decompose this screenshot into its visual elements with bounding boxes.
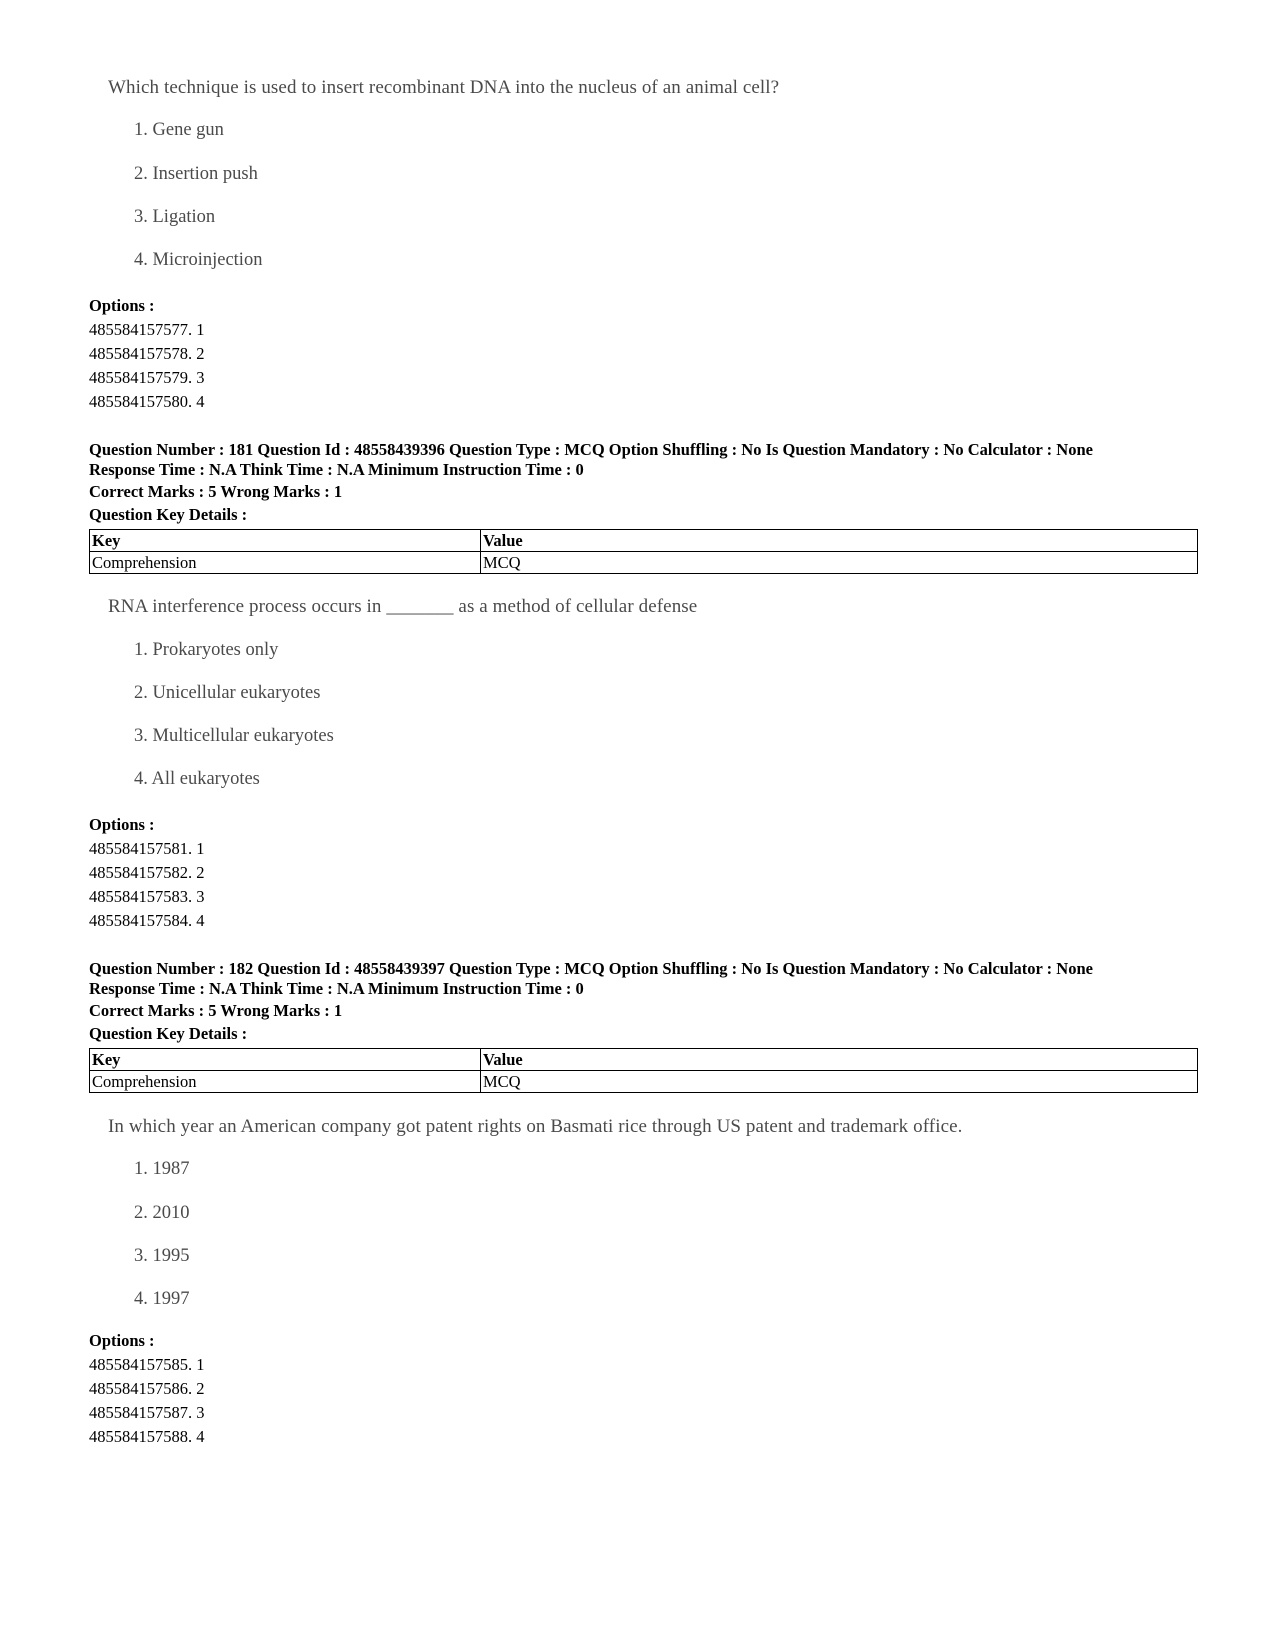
marks-line: Correct Marks : 5 Wrong Marks : 1 (89, 482, 343, 501)
option-item: 485584157582. 2 (89, 863, 205, 882)
meta-line: Question Number : 182 Question Id : 48558439397 Question Type : MCQ Option Shuffling : No Is Question Mandatory : No Calculator : None (89, 959, 1093, 978)
question-image-2 (108, 596, 1198, 806)
key-details-title: Question Key Details : (89, 1024, 248, 1043)
option-item: 485584157579. 3 (89, 368, 205, 387)
table-cell-value: MCQ (481, 552, 1198, 574)
table-header-value: Value (481, 530, 1198, 552)
option-item: 485584157584. 4 (89, 911, 205, 930)
choice-item: 1. Prokaryotes only (134, 640, 279, 660)
option-item: 485584157581. 1 (89, 839, 205, 858)
choice-item: 1. Gene gun (134, 120, 224, 140)
key-details-title: Question Key Details : (89, 505, 248, 524)
table-header-row (90, 1049, 1198, 1071)
choice-item: 3. 1995 (134, 1246, 190, 1266)
options-title: Options : (89, 296, 155, 315)
table-header-row (90, 530, 1198, 552)
options-list-3 (89, 1329, 205, 1449)
choice-item: 4. All eukaryotes (134, 769, 260, 789)
meta-line: Response Time : N.A Think Time : N.A Minimum Instruction Time : 0 (89, 978, 584, 998)
option-item: 485584157583. 3 (89, 887, 205, 906)
choice-item: 4. Microinjection (134, 250, 263, 270)
meta-line: Response Time : N.A Think Time : N.A Minimum Instruction Time : 0 (89, 459, 584, 479)
question-image-3 (108, 1116, 1198, 1326)
meta-line: Question Number : 181 Question Id : 48558439396 Question Type : MCQ Option Shuffling : No Is Question Mandatory : No Calculator : None (89, 440, 1093, 459)
option-item: 485584157587. 3 (89, 1403, 205, 1422)
table-row (90, 552, 1198, 574)
choice-item: 3. Multicellular eukaryotes (134, 726, 334, 746)
options-list-1 (89, 294, 205, 414)
key-details-table (89, 1048, 1198, 1093)
option-item: 485584157578. 2 (89, 344, 205, 363)
choice-item: 2. Insertion push (134, 164, 258, 184)
question-text: RNA interference process occurs in _______ as a method of cellular defense (108, 596, 698, 617)
marks-line: Correct Marks : 5 Wrong Marks : 1 (89, 1001, 343, 1020)
option-item: 485584157588. 4 (89, 1427, 205, 1446)
choice-item: 2. 2010 (134, 1203, 190, 1223)
table-cell-key: Comprehension (90, 1071, 481, 1093)
option-item: 485584157586. 2 (89, 1379, 205, 1398)
question-text: Which technique is used to insert recombinant DNA into the nucleus of an animal cell? (108, 77, 780, 98)
question-image-1 (108, 77, 1198, 287)
option-item: 485584157585. 1 (89, 1355, 205, 1374)
table-cell-key: Comprehension (90, 552, 481, 574)
options-title: Options : (89, 815, 155, 834)
table-row (90, 1071, 1198, 1093)
table-cell-value: MCQ (481, 1071, 1198, 1093)
question-text: In which year an American company got patent rights on Basmati rice through US patent and trademark office. (108, 1116, 963, 1137)
choice-item: 1. 1987 (134, 1159, 190, 1179)
options-list-2 (89, 813, 205, 933)
question-meta-181 (89, 440, 1199, 479)
table-header-value: Value (481, 1049, 1198, 1071)
option-item: 485584157580. 4 (89, 392, 205, 411)
choice-item: 3. Ligation (134, 207, 216, 227)
option-item: 485584157577. 1 (89, 320, 205, 339)
key-details-table (89, 529, 1198, 574)
options-title: Options : (89, 1331, 155, 1350)
table-header-key: Key (90, 530, 481, 552)
choice-item: 2. Unicellular eukaryotes (134, 683, 321, 703)
question-meta-182 (89, 959, 1199, 998)
table-header-key: Key (90, 1049, 481, 1071)
choice-item: 4. 1997 (134, 1289, 190, 1309)
